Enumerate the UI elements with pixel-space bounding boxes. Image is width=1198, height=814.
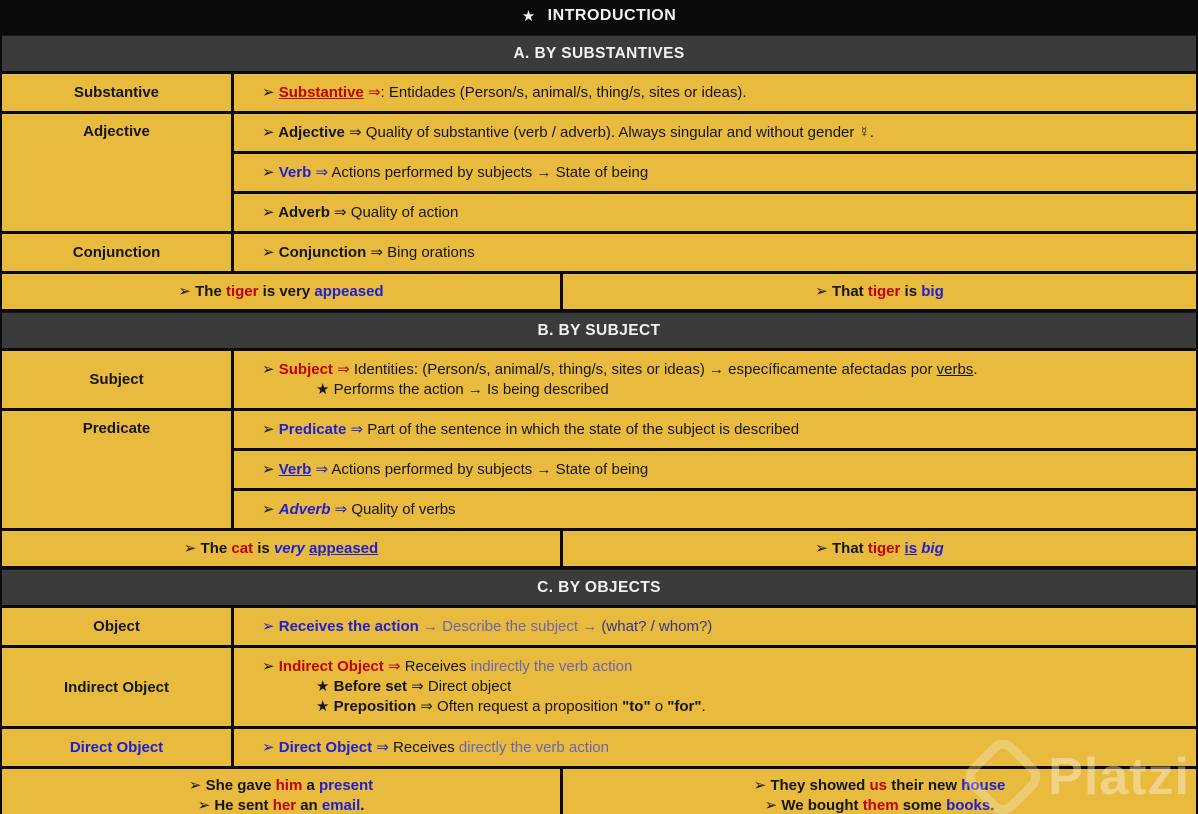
text-run: tiger — [867, 539, 901, 557]
text-run: Describe the subject — [442, 617, 579, 635]
table-row — [2, 234, 1196, 271]
text-line — [262, 657, 1186, 677]
text-run: a — [302, 776, 319, 794]
text-run: house — [961, 776, 1006, 794]
text-run: tiger — [867, 282, 901, 300]
definition-column — [234, 411, 1196, 528]
text-line — [184, 539, 378, 559]
text-line — [765, 796, 995, 814]
section-title: C. BY OBJECTS — [537, 578, 661, 596]
term-cell — [2, 729, 231, 766]
text-line — [316, 697, 1186, 717]
term-cell — [2, 234, 231, 271]
table-row-group — [2, 411, 1196, 528]
definition-cell — [234, 729, 1196, 766]
example-cell — [563, 531, 1196, 566]
text-run: ⇒ — [332, 360, 354, 378]
text-run: The — [200, 539, 232, 557]
text-run: Bing orations — [387, 243, 475, 261]
arrow-bullet-icon: ➢ — [262, 420, 279, 438]
text-line — [754, 776, 1006, 796]
text-run: Predicate — [82, 420, 151, 437]
text-run: Subject — [278, 360, 333, 378]
arrow-bullet-icon: ➢ — [262, 203, 279, 221]
arrow-bullet-icon: ➢ — [262, 658, 279, 675]
definition-cell — [234, 114, 1196, 151]
text-run: Actions performed by subjects → State of being — [331, 163, 649, 181]
text-line — [262, 360, 1186, 380]
term-cell — [2, 411, 231, 528]
arrow-bullet-icon: ➢ — [262, 617, 279, 635]
example-cell — [563, 769, 1196, 814]
term-cell — [2, 351, 231, 408]
arrow-bullet-icon: ➢ — [815, 282, 833, 300]
text-run: Quality of substantive (verb / adverb). Always singular and without gender ☿. — [365, 123, 874, 141]
text-run: directly the verb action — [458, 738, 609, 756]
text-line — [198, 796, 365, 814]
text-run: her — [272, 796, 297, 814]
text-run: Preposition — [333, 698, 417, 715]
text-run: verbs — [936, 360, 974, 378]
text-run: Verb — [278, 163, 312, 181]
text-run: ⇒ — [383, 658, 405, 675]
section-header — [2, 312, 1196, 348]
text-run: The — [195, 282, 226, 300]
text-run: big — [921, 282, 944, 300]
section-title: A. BY SUBSTANTIVES — [513, 44, 685, 62]
text-run: Adverb — [278, 500, 331, 518]
table-row — [2, 74, 1196, 111]
text-line — [262, 420, 1186, 440]
term-cell — [2, 608, 231, 645]
text-run: Receives the action — [278, 617, 419, 635]
term-cell — [2, 114, 231, 231]
definition-cell — [234, 491, 1196, 528]
text-run: indirectly the verb action — [470, 658, 633, 675]
text-run: is — [904, 539, 918, 557]
text-run: (what? / whom?) — [601, 617, 713, 635]
text-run: "to" — [622, 698, 651, 715]
text-run: ⇒ — [311, 460, 332, 478]
text-run: present — [318, 776, 374, 794]
text-run: Before set — [333, 678, 407, 695]
definition-cell — [234, 351, 1196, 408]
text-run: very — [273, 539, 305, 557]
section-title: B. BY SUBJECT — [537, 321, 661, 339]
section-header — [2, 35, 1196, 71]
text-run: Direct Object — [69, 739, 164, 756]
arrow-bullet-icon: ➢ — [764, 796, 782, 814]
table-row — [2, 648, 1196, 726]
text-run: Direct Object — [278, 738, 373, 756]
text-run: Often request a proposition — [437, 698, 623, 715]
text-run: Quality of verbs — [351, 500, 456, 518]
text-run: Adjective — [83, 123, 150, 140]
star-bullet-icon: ★ — [316, 678, 334, 695]
text-line — [262, 738, 1186, 758]
text-run: is — [900, 282, 922, 300]
arrow-bullet-icon: ➢ — [178, 282, 196, 300]
star-bullet-icon: ★ — [316, 698, 334, 715]
arrow-bullet-icon: ➢ — [183, 539, 201, 557]
text-run: Verb — [278, 460, 312, 478]
text-run: . — [701, 698, 706, 715]
text-run: ⇒ — [406, 678, 428, 695]
definition-column — [234, 114, 1196, 231]
text-line — [189, 776, 373, 796]
definition-cell — [234, 194, 1196, 231]
example-cell — [2, 531, 560, 566]
text-run: . — [990, 796, 995, 814]
text-run: big — [921, 539, 944, 557]
arrow-bullet-icon: ➢ — [262, 243, 279, 261]
text-line — [262, 617, 1186, 637]
text-run: us — [869, 776, 888, 794]
definition-cell — [234, 648, 1196, 726]
term-cell — [2, 74, 231, 111]
text-run: ⇒ — [346, 420, 368, 438]
example-cell — [563, 274, 1196, 309]
text-run: That — [832, 539, 868, 557]
text-run: Indirect Object — [63, 678, 170, 696]
text-run: an — [296, 796, 322, 814]
text-run: Substantive — [278, 83, 364, 101]
arrow-bullet-icon: ➢ — [815, 539, 833, 557]
text-run: ⇒ — [344, 123, 366, 141]
text-run: books — [946, 796, 991, 814]
text-run: Indirect Object — [278, 658, 384, 675]
arrow-bullet-icon: ➢ — [197, 796, 215, 814]
text-run: ⇒ — [363, 83, 381, 101]
text-run: : Entidades (Person/s, animal/s, thing/s, sites or ideas). — [380, 83, 747, 101]
arrow-bullet-icon: ➢ — [262, 460, 279, 478]
text-run: Identities: (Person/s, animal/s, thing/s, sites or ideas) → específicamente afectadas por — [353, 360, 937, 378]
text-run: Conjunction — [278, 243, 367, 261]
example-row — [2, 274, 1196, 309]
text-line — [262, 460, 1186, 480]
text-run: Part of the sentence in which the state of the subject is described — [367, 420, 800, 438]
example-row — [2, 769, 1196, 814]
text-run: appeased — [314, 282, 384, 300]
text-line — [178, 282, 383, 302]
text-line — [262, 203, 1186, 223]
arrow-bullet-icon: ➢ — [262, 83, 279, 101]
text-run: That — [832, 282, 868, 300]
text-run: They showed — [770, 776, 870, 794]
text-run: Performs the action → Is being described — [333, 380, 609, 398]
example-cell — [2, 274, 560, 309]
text-line — [316, 677, 1186, 697]
page-title: INTRODUCTION — [547, 7, 677, 24]
text-run: Subject — [89, 371, 144, 388]
example-cell — [2, 769, 560, 814]
text-run: their new — [887, 776, 962, 794]
arrow-bullet-icon: ➢ — [262, 163, 279, 181]
table-row — [2, 729, 1196, 766]
text-line — [815, 539, 943, 559]
text-run: Receives — [393, 738, 459, 756]
arrow-bullet-icon: ➢ — [188, 776, 206, 794]
text-run: Adjective — [278, 123, 345, 141]
definition-cell — [234, 74, 1196, 111]
text-run: him — [275, 776, 303, 794]
text-run: ⇒ — [416, 698, 438, 715]
text-run: Receives — [404, 658, 471, 675]
text-line — [262, 83, 1186, 103]
section-header — [2, 569, 1196, 605]
text-run: Conjunction — [72, 244, 161, 261]
arrow-bullet-icon: ➢ — [753, 776, 771, 794]
text-line — [316, 380, 1186, 400]
definition-cell — [234, 451, 1196, 488]
text-line — [262, 243, 1186, 263]
text-run: Substantive — [73, 84, 160, 101]
grammar-notes-table — [2, 35, 1196, 814]
platzi-brand-text: Platzi — [1048, 748, 1190, 806]
intro-title-bar — [2, 0, 1196, 32]
star-bullet-icon: ★ — [316, 380, 334, 398]
definition-cell — [234, 608, 1196, 645]
text-run: is very — [258, 282, 315, 300]
arrow-bullet-icon: ➢ — [262, 500, 279, 518]
text-run: some — [898, 796, 947, 814]
text-run: them — [862, 796, 899, 814]
text-run: Predicate — [278, 420, 347, 438]
table-row — [2, 351, 1196, 408]
example-row — [2, 531, 1196, 566]
text-run: tiger — [225, 282, 259, 300]
text-run: ⇒ — [311, 163, 332, 181]
text-run: → — [418, 617, 443, 635]
text-run: email — [321, 796, 361, 814]
text-run: o — [650, 698, 668, 715]
text-run: ⇒ — [372, 738, 394, 756]
text-run: Direct object — [427, 678, 512, 695]
text-run: ⇒ — [366, 243, 388, 261]
text-run: cat — [231, 539, 254, 557]
text-run: Quality of action — [350, 203, 459, 221]
text-run: appeased — [308, 539, 379, 557]
text-run: → — [578, 617, 602, 635]
text-run: Actions performed by subjects → State of being — [331, 460, 649, 478]
star-icon: ★ — [521, 8, 536, 25]
text-run: is — [253, 539, 274, 557]
text-run: ⇒ — [329, 203, 351, 221]
arrow-bullet-icon: ➢ — [262, 360, 279, 378]
term-cell — [2, 648, 231, 726]
text-run: We bought — [781, 796, 863, 814]
definition-cell — [234, 411, 1196, 448]
text-run: ⇒ — [330, 500, 352, 518]
text-line — [815, 282, 943, 302]
text-run: . — [973, 360, 978, 378]
table-row-group — [2, 114, 1196, 231]
text-run: Object — [93, 618, 140, 635]
text-line — [262, 163, 1186, 183]
definition-cell — [234, 154, 1196, 191]
text-line — [262, 123, 1186, 143]
text-run: She gave — [205, 776, 276, 794]
arrow-bullet-icon: ➢ — [262, 738, 279, 756]
text-run: "for" — [667, 698, 702, 715]
arrow-bullet-icon: ➢ — [262, 123, 279, 141]
definition-cell — [234, 234, 1196, 271]
table-row — [2, 608, 1196, 645]
text-run: Adverb — [278, 203, 330, 221]
text-run: He sent — [214, 796, 273, 814]
text-run: . — [360, 796, 365, 814]
text-line — [262, 500, 1186, 520]
